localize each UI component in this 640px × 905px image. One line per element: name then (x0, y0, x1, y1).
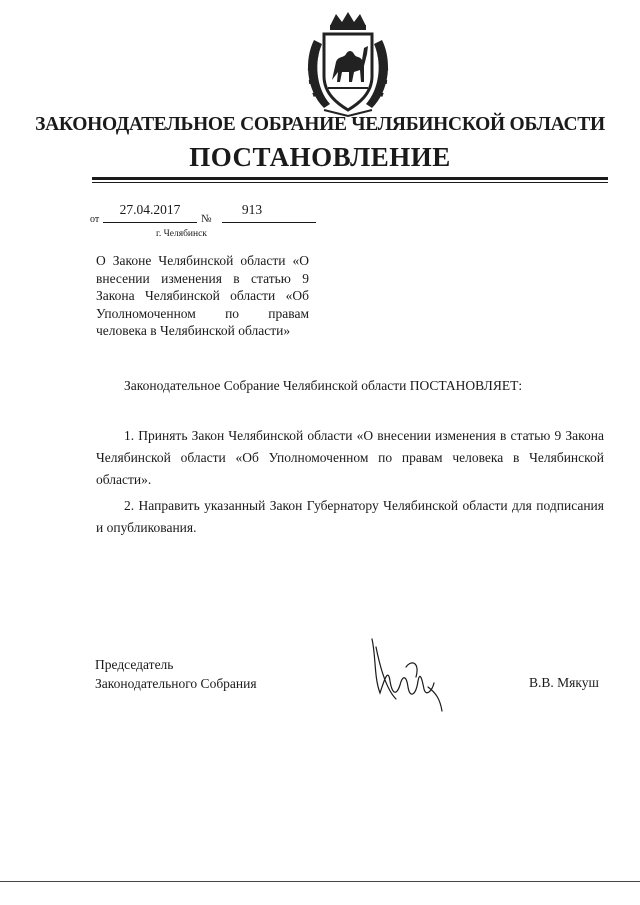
signer-title (95, 655, 257, 693)
decree-item-1: 1. Принять Закон Челябинской области «О внесении изменения в статью 9 Закона Челябинской области «Об Уполномоченном по правам человека в Челябинской области». (96, 428, 604, 487)
date-underline (103, 222, 197, 223)
header-rule-thin (92, 182, 608, 183)
chelyabinsk-coat-of-arms-icon (300, 10, 396, 118)
city-label: г. Челябинск (156, 229, 207, 239)
organization-title: ЗАКОНОДАТЕЛЬНОЕ СОБРАНИЕ ЧЕЛЯБИНСКОЙ ОБЛАСТИ (35, 114, 605, 135)
decree-item-2: 2. Направить указанный Закон Губернатору Челябинской области для подписания и опубликования. (96, 498, 604, 535)
document-type-title: ПОСТАНОВЛЕНИЕ (189, 142, 451, 172)
number-underline (222, 222, 316, 223)
page-bottom-rule (0, 881, 640, 882)
signer-title-line-1: Председатель (95, 657, 174, 672)
header-rule-thick (92, 177, 608, 180)
date-from-label: от (90, 214, 100, 225)
number-label: № (201, 213, 212, 225)
signer-name: В.В. Мякуш (529, 675, 599, 690)
decree-line: Законодательное Собрание Челябинской области ПОСТАНОВЛЯЕТ: (124, 378, 523, 393)
handwritten-signature-icon (366, 637, 446, 713)
document-subject: О Законе Челябинской области «О внесении изменения в статью 9 Закона Челябинской области «Об Уполномоченном по правам человека в Челябинской области» (96, 253, 309, 338)
document-number: 913 (241, 202, 263, 217)
signer-title-line-2: Законодательного Собрания (95, 676, 257, 691)
document-date: 27.04.2017 (119, 202, 181, 217)
